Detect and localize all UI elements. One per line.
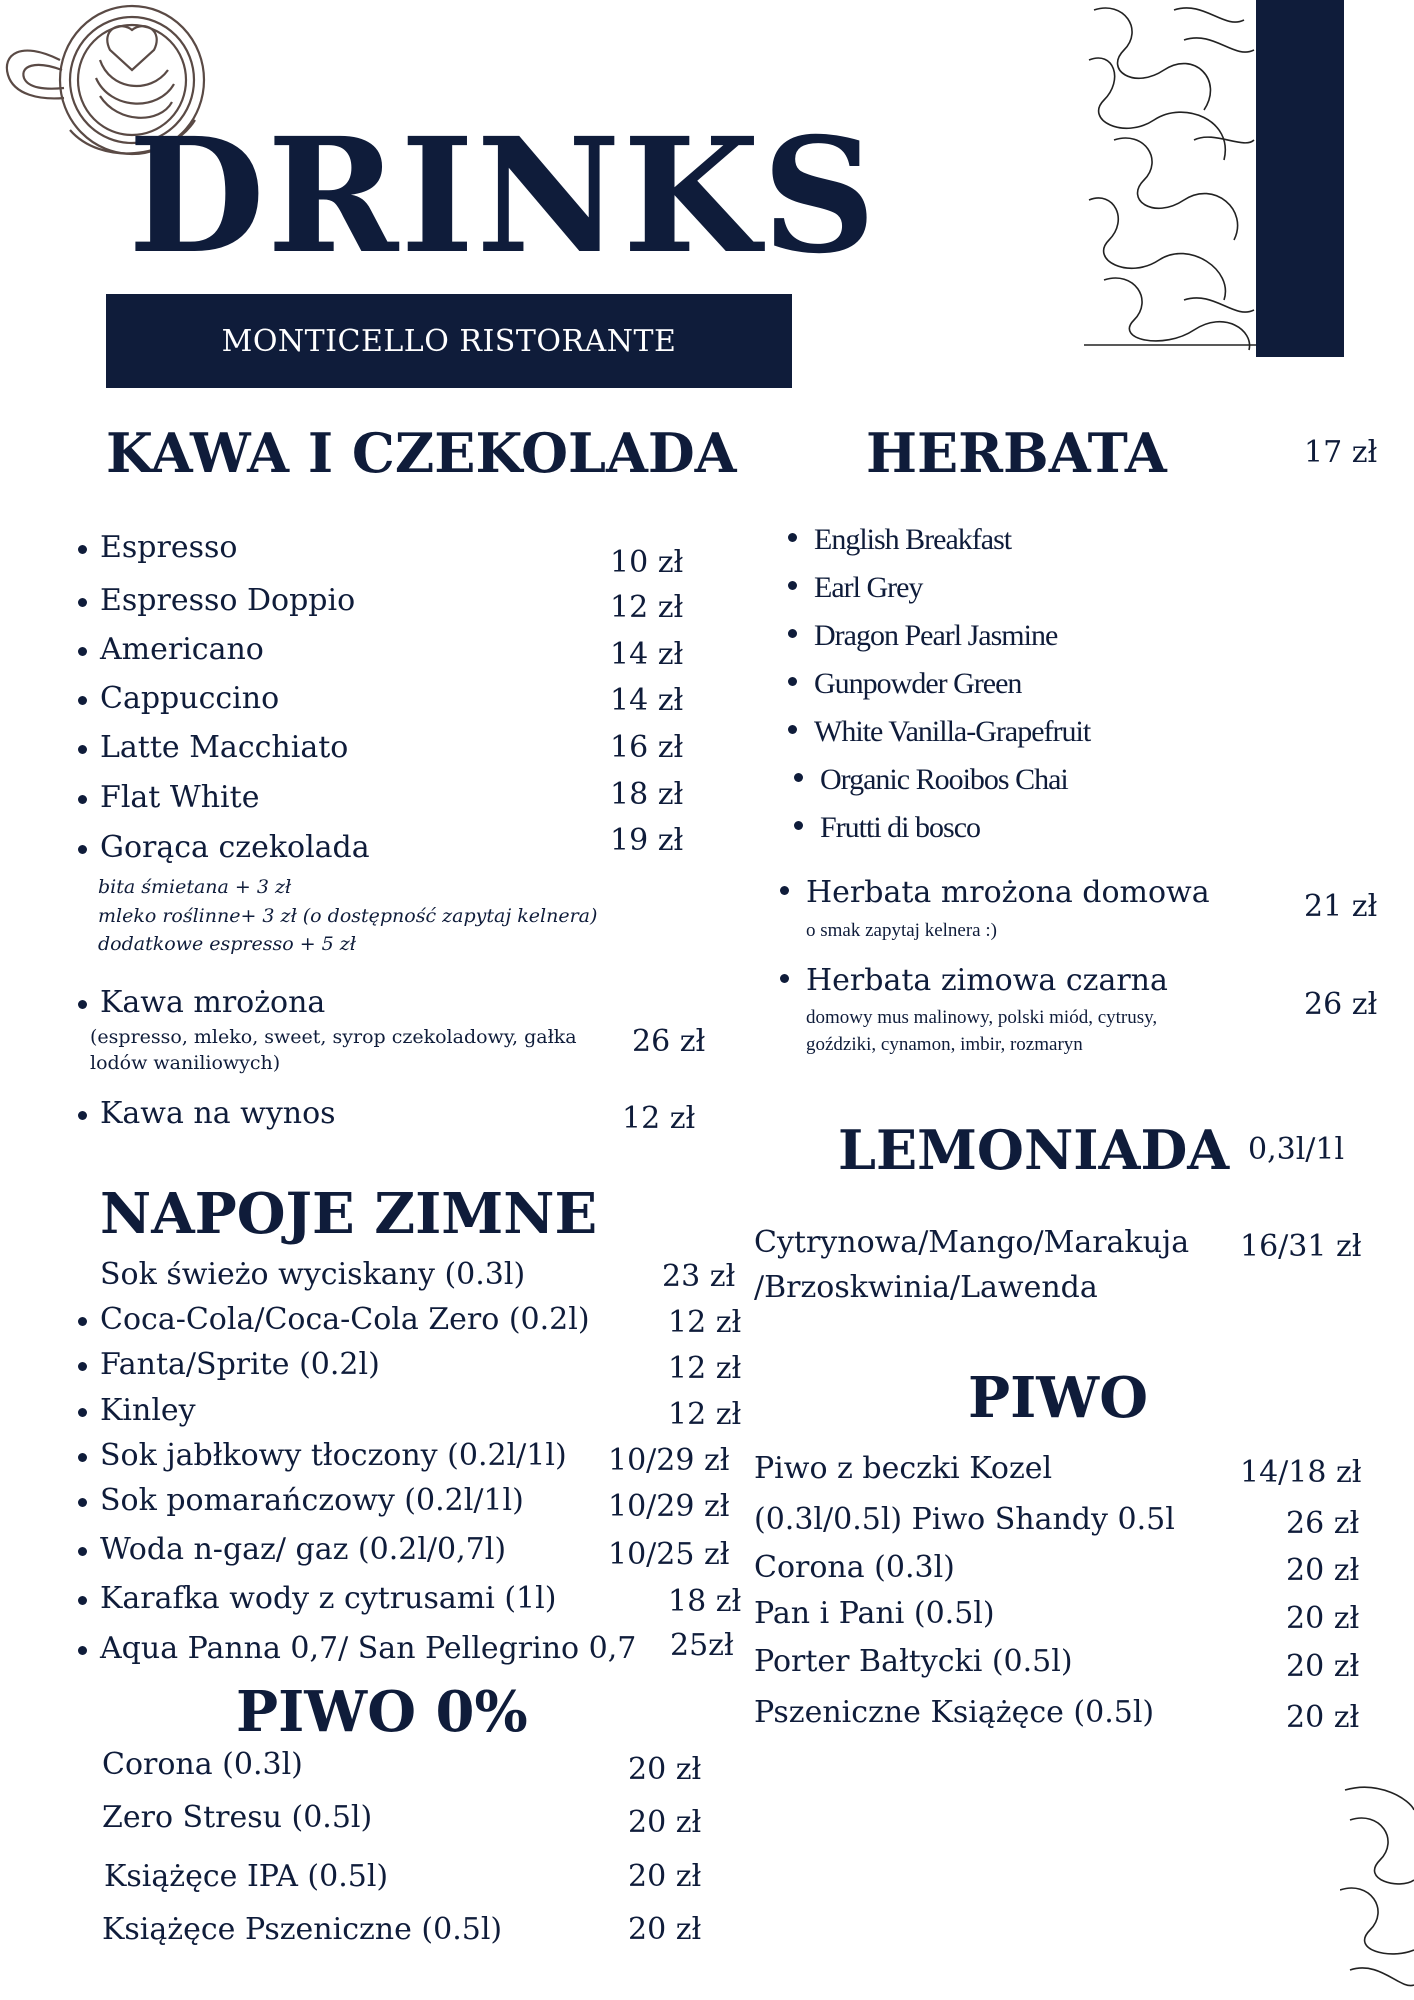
list-item: Pszeniczne Książęce (0.5l): [754, 1695, 1155, 1730]
list-item: Cytrynowa/Mango/Marakuja: [754, 1225, 1190, 1260]
item-price: 10/25 zł: [608, 1537, 730, 1572]
item-price: 25zł: [670, 1628, 734, 1663]
vertical-bar: [1256, 0, 1344, 357]
item-description: (espresso, mleko, sweet, syrop czekoladowy, gałka lodów waniliowych): [90, 1026, 577, 1074]
item-price: 18 zł: [610, 777, 684, 812]
item-description: o smak zapytaj kelnera :): [806, 920, 997, 941]
list-item: Piwo z beczki Kozel: [754, 1451, 1053, 1486]
list-item: Espresso Doppio: [100, 583, 356, 618]
item-price: 21 zł: [1304, 889, 1378, 924]
item-price: 19 zł: [610, 823, 684, 858]
list-item: Sok jabłkowy tłoczony (0.2l/1l): [100, 1438, 567, 1473]
list-item: Corona (0.3l): [102, 1747, 303, 1782]
section-heading-piwo-zero: PIWO 0%: [236, 1679, 528, 1745]
list-item: (0.3l/0.5l) Piwo Shandy 0.5l: [754, 1502, 1175, 1537]
section-size: 0,3l/1l: [1248, 1132, 1345, 1167]
item-price: 12 zł: [668, 1397, 742, 1432]
item-note: bita śmietana + 3 zł mleko roślinne+ 3 zł (o dostępność zapytaj kelnera) dodatkowe espresso + 5 zł: [98, 876, 598, 955]
section-price: 17 zł: [1304, 435, 1378, 470]
list-item: Gorąca czekolada: [100, 830, 370, 865]
list-item: Aqua Panna 0,7/ San Pellegrino 0,7: [100, 1631, 637, 1666]
item-price: 23 zł: [662, 1259, 736, 1294]
list-item: /Brzoskwinia/Lawenda: [754, 1270, 1098, 1305]
list-item: Espresso: [100, 530, 238, 565]
list-item: Dragon Pearl Jasmine: [814, 619, 1058, 652]
list-item: English Breakfast: [814, 523, 1012, 556]
swirl-pattern-icon: [1084, 0, 1259, 352]
list-item: Americano: [100, 632, 264, 667]
list-item: Kawa mrożona: [100, 985, 326, 1020]
item-description: domowy mus malinowy, polski miód, cytrusy, goździki, cynamon, imbir, rozmaryn: [806, 1007, 1158, 1055]
restaurant-banner: MONTICELLO RISTORANTE: [106, 294, 792, 388]
item-price: 20 zł: [1286, 1649, 1360, 1684]
section-heading-herbata: HERBATA: [866, 421, 1167, 485]
item-price: 12 zł: [610, 590, 684, 625]
list-item: Kinley: [100, 1393, 196, 1428]
list-item: Woda n-gaz/ gaz (0.2l/0,7l): [100, 1532, 507, 1567]
list-item: Herbata mrożona domowa: [806, 875, 1210, 910]
item-price: 26 zł: [632, 1024, 706, 1059]
list-item: Fanta/Sprite (0.2l): [100, 1347, 380, 1382]
item-price: 12 zł: [622, 1101, 696, 1136]
item-price: 20 zł: [628, 1805, 702, 1840]
list-item: Coca-Cola/Coca-Cola Zero (0.2l): [100, 1302, 590, 1337]
item-price: 14/18 zł: [1240, 1455, 1362, 1490]
list-item: White Vanilla-Grapefruit: [814, 715, 1091, 748]
list-item: Sok pomarańczowy (0.2l/1l): [100, 1483, 524, 1518]
item-price: 20 zł: [628, 1912, 702, 1947]
list-item: Cappuccino: [100, 681, 280, 716]
item-price: 20 zł: [1286, 1700, 1360, 1735]
item-price: 12 zł: [668, 1351, 742, 1386]
item-price: 10/29 zł: [608, 1489, 730, 1524]
item-price: 20 zł: [628, 1859, 702, 1894]
item-price: 26 zł: [1286, 1506, 1360, 1541]
item-price: 14 zł: [610, 683, 684, 718]
list-item: Corona (0.3l): [754, 1550, 955, 1585]
list-item: Latte Macchiato: [100, 730, 349, 765]
section-heading-kawa: KAWA I CZEKOLADA: [106, 421, 737, 485]
list-item: Herbata zimowa czarna: [806, 963, 1168, 998]
list-item: Flat White: [100, 780, 260, 815]
list-item: Organic Rooibos Chai: [820, 763, 1068, 796]
list-item: Gunpowder Green: [814, 667, 1022, 700]
page-title: DRINKS: [128, 104, 879, 289]
section-heading-piwo: PIWO: [968, 1365, 1148, 1431]
item-price: 20 zł: [628, 1752, 702, 1787]
item-price: 20 zł: [1286, 1553, 1360, 1588]
item-price: 26 zł: [1304, 987, 1378, 1022]
item-price: 10 zł: [610, 545, 684, 580]
list-item: Książęce Pszeniczne (0.5l): [102, 1912, 503, 1947]
list-item: Karafka wody z cytrusami (1l): [100, 1581, 557, 1616]
list-item: Książęce IPA (0.5l): [104, 1859, 389, 1894]
list-item: Pan i Pani (0.5l): [754, 1596, 995, 1631]
list-item: Zero Stresu (0.5l): [102, 1800, 373, 1835]
item-price: 14 zł: [610, 637, 684, 672]
list-item: Earl Grey: [814, 571, 923, 604]
item-price: 10/29 zł: [608, 1443, 730, 1478]
swirl-corner-icon: [1340, 1780, 1414, 2000]
item-price: 16/31 zł: [1240, 1229, 1362, 1264]
section-heading-lemoniada: LEMONIADA: [838, 1118, 1230, 1182]
list-item: Sok świeżo wyciskany (0.3l): [100, 1257, 526, 1292]
list-item: Porter Bałtycki (0.5l): [754, 1644, 1073, 1679]
item-price: 20 zł: [1286, 1601, 1360, 1636]
list-item: Frutti di bosco: [820, 811, 981, 844]
item-price: 18 zł: [668, 1584, 742, 1619]
list-item: Kawa na wynos: [100, 1096, 336, 1131]
section-heading-napoje: NAPOJE ZIMNE: [100, 1181, 598, 1247]
item-price: 12 zł: [668, 1305, 742, 1340]
item-price: 16 zł: [610, 730, 684, 765]
